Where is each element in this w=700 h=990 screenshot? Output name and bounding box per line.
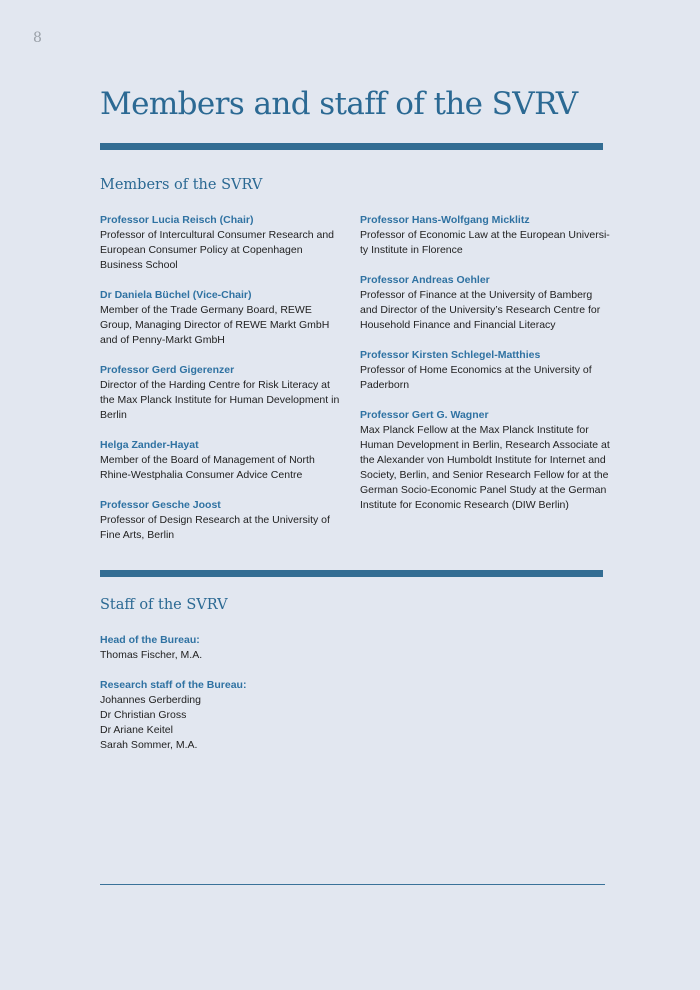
member-description: Professor of Economic Law at the European Universi-ty Institute in Florence [360,229,610,256]
member-entry [100,288,345,348]
head-of-bureau-group [100,633,400,663]
staff-list [100,633,400,768]
research-staff-name: Johannes Gerberding [100,694,201,706]
staff-heading: Staff of the SVRV [100,597,228,613]
members-heading: Members of the SVRV [100,177,263,193]
member-entry [360,348,610,393]
member-description: Professor of Home Economics at the University of Paderborn [360,364,592,391]
member-name: Helga Zander-Hayat [100,439,199,451]
member-name: Professor Gert G. Wagner [360,409,489,421]
head-of-bureau-label: Head of the Bureau: [100,634,200,646]
title-divider [100,143,603,150]
head-of-bureau-name: Thomas Fischer, M.A. [100,649,203,661]
member-entry [360,213,610,258]
member-description: Professor of Design Research at the University of Fine Arts, Berlin [100,514,330,541]
research-staff-group [100,678,400,753]
member-entry [360,408,610,513]
member-description: Director of the Harding Centre for Risk Literacy at the Max Planck Institute for Human Development in Berlin [100,379,340,421]
member-name: Professor Kirsten Schlegel-Matthies [360,349,541,361]
research-staff-label: Research staff of the Bureau: [100,679,247,691]
member-name: Dr Daniela Büchel (Vice-Chair) [100,289,252,301]
member-name: Professor Gerd Gigerenzer [100,364,235,376]
member-name: Professor Lucia Reisch (Chair) [100,214,254,226]
member-description: Member of the Board of Management of North Rhine-Westphalia Consumer Advice Centre [100,454,315,481]
footer-rule [100,884,605,885]
research-staff-name: Dr Ariane Keitel [100,724,173,736]
research-staff-name: Dr Christian Gross [100,709,187,721]
member-description: Professor of Finance at the University of Bamberg and Director of the University’s Research Centre for Household Finance and Financial Literacy [360,289,601,331]
staff-divider [100,570,603,577]
members-right-column [360,213,610,528]
member-name: Professor Gesche Joost [100,499,221,511]
member-entry [100,363,345,423]
research-staff-name: Sarah Sommer, M.A. [100,739,198,751]
member-entry [100,213,345,273]
member-description: Professor of Intercultural Consumer Research and European Consumer Policy at Copenhagen Business School [100,229,335,271]
member-description: Member of the Trade Germany Board, REWE Group, Managing Director of REWE Markt GmbH and of Penny-Markt GmbH [100,304,330,346]
member-entry [100,438,345,483]
page-title: Members and staff of the SVRV [100,86,578,122]
member-description: Max Planck Fellow at the Max Planck Institute for Human Development in Berlin, Research Associate at the Alexander von Humboldt Institute for Internet and Society, Berlin, and Senior Research Fellow for at the German Socio-Economic Panel Study at the German Institute for Economic Research (DIW Berlin) [360,424,610,511]
page-number: 8 [33,30,42,46]
member-entry [100,498,345,543]
member-name: Professor Hans-Wolfgang Micklitz [360,214,530,226]
members-left-column [100,213,345,558]
member-name: Professor Andreas Oehler [360,274,490,286]
member-entry [360,273,610,333]
